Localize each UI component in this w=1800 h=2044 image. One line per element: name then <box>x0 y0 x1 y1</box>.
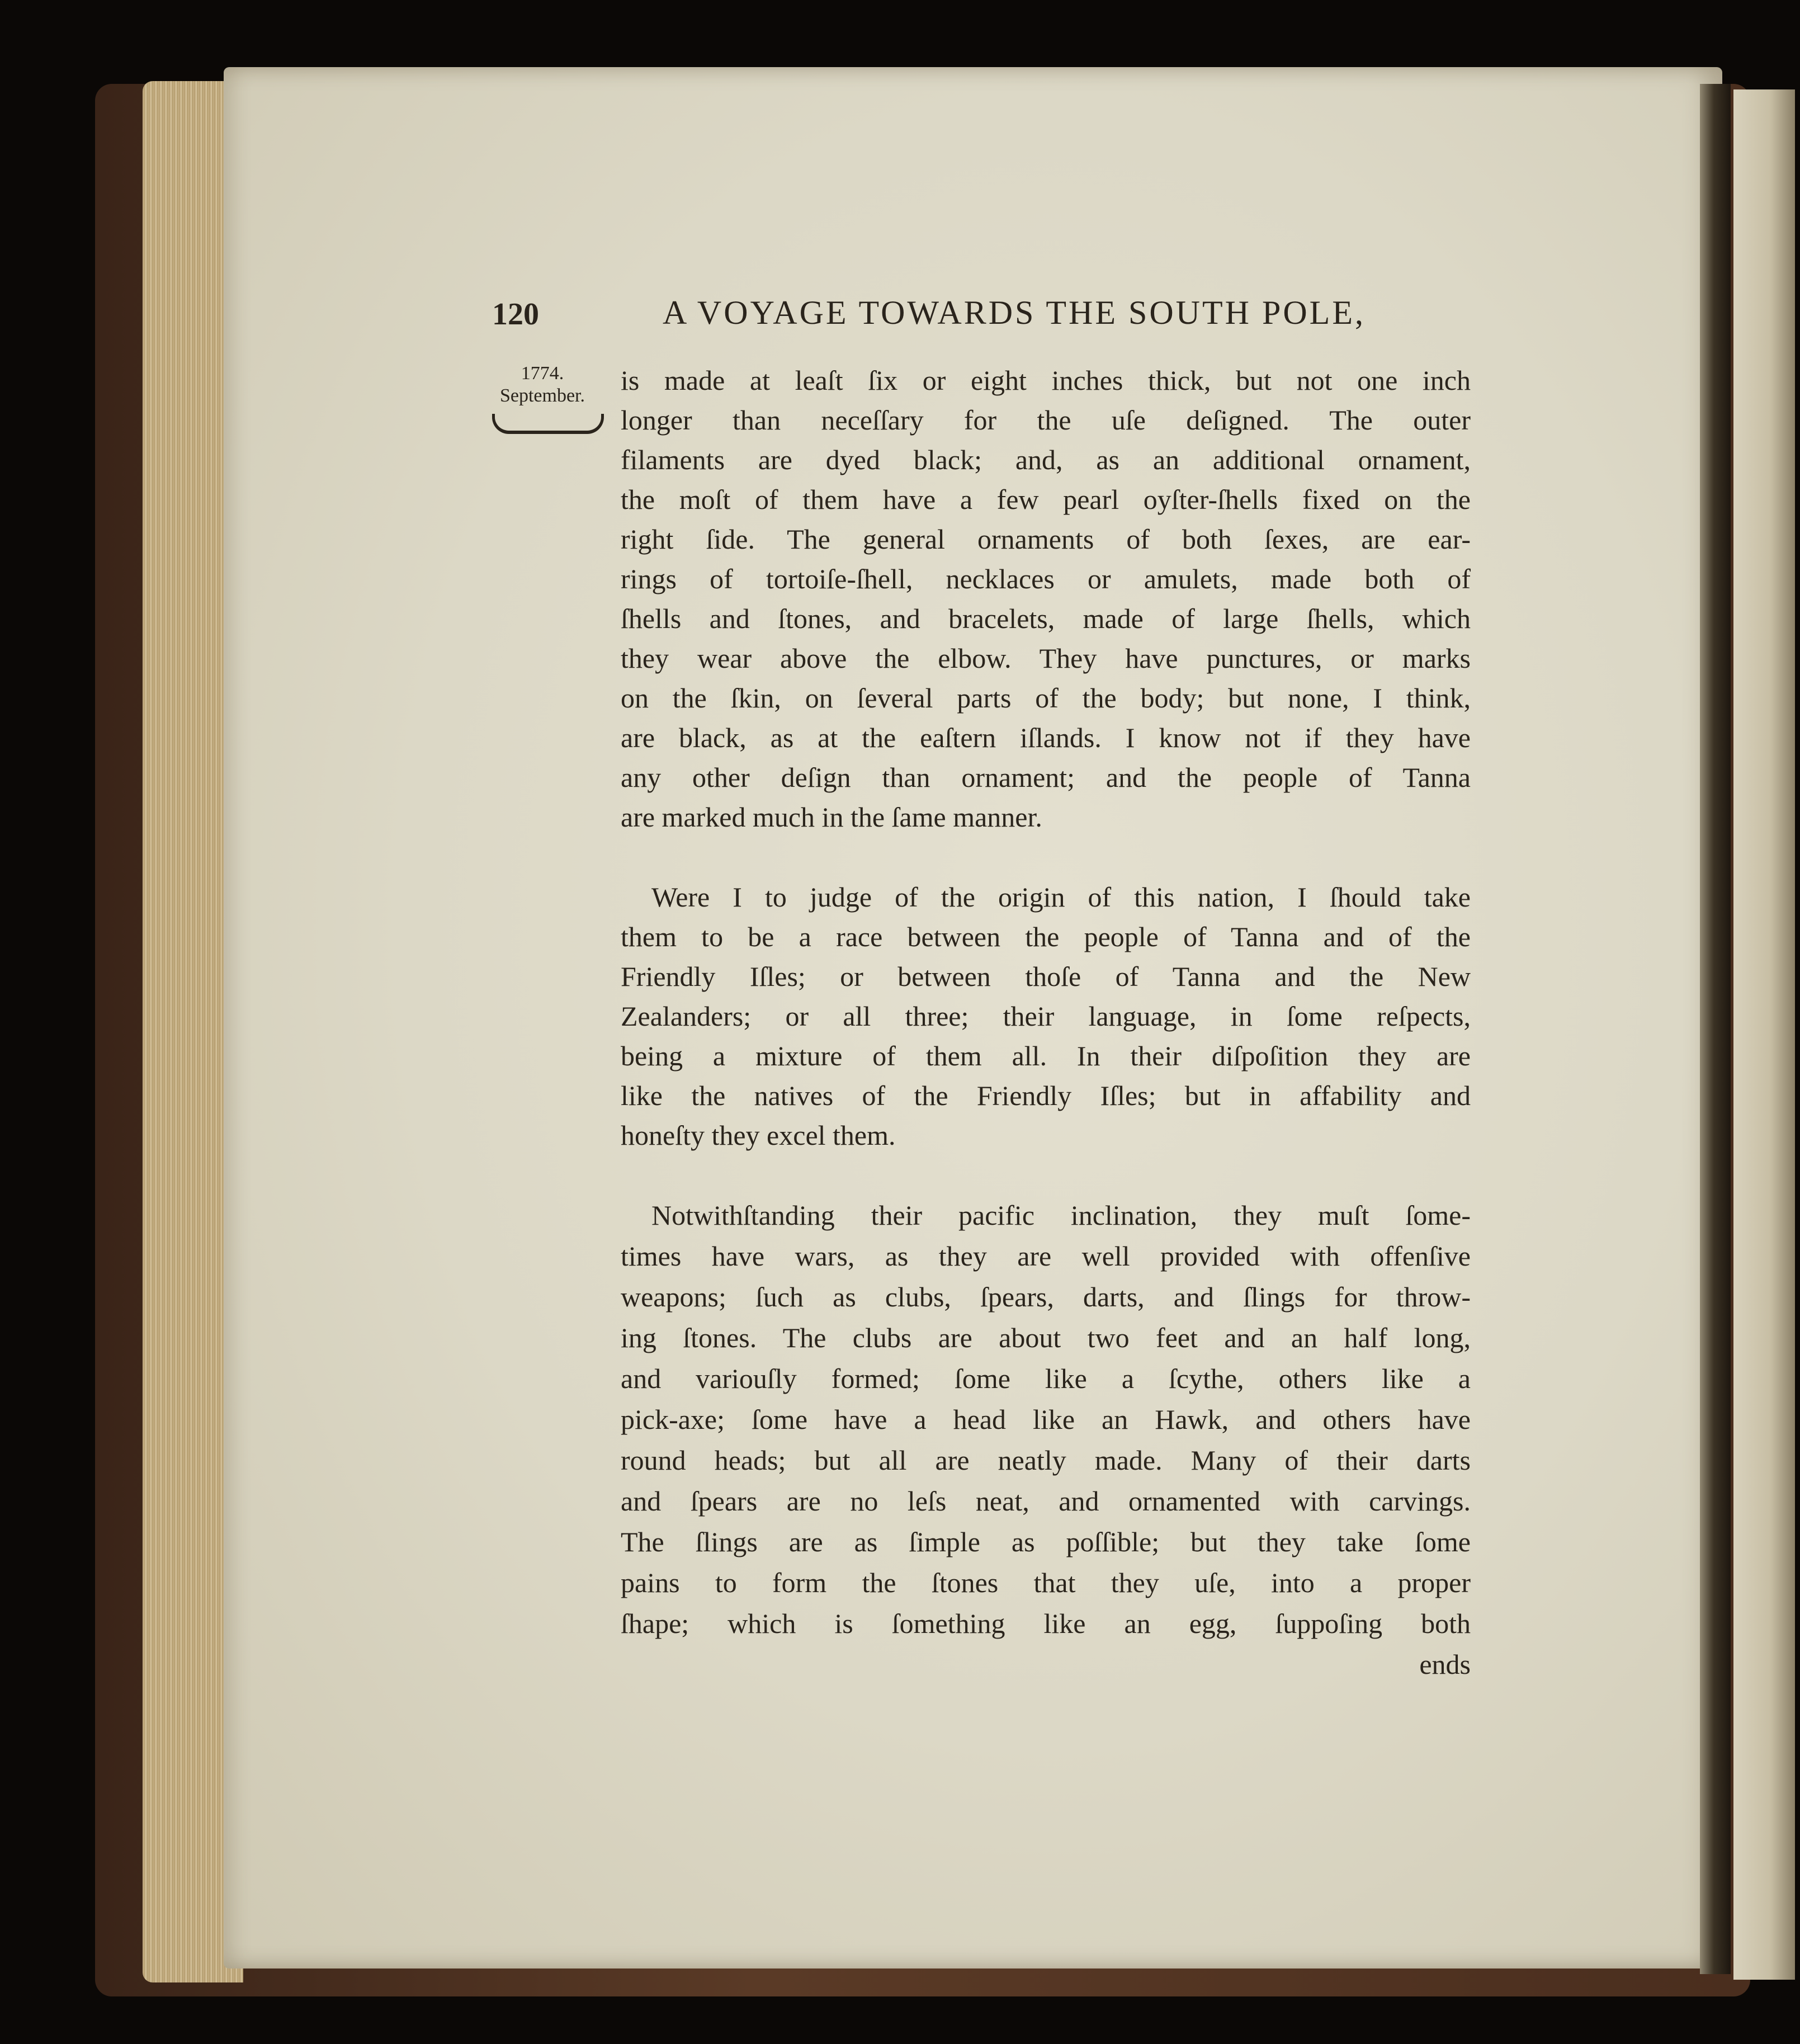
text-line: honeſty they excel them. <box>621 1120 896 1151</box>
text-line: rings of tortoiſe-ſhell, necklaces or amulets, made both of <box>621 563 1471 594</box>
margin-date <box>486 362 598 407</box>
text-line: Friendly Iſles; or between thoſe of Tanna and the New <box>621 961 1471 992</box>
text-line: Were I to judge of the origin of this nation, I ſhould take <box>651 881 1471 913</box>
text-line: on the ſkin, on ſeveral parts of the body; but none, I think, <box>621 682 1471 714</box>
text-line: like the natives of the Friendly Iſles; but in affability and <box>621 1080 1471 1111</box>
margin-year: 1774. <box>521 363 564 384</box>
text-line: filaments are dyed black; and, as an additional ornament, <box>621 444 1471 475</box>
text-line: round heads; but all are neatly made. Many of their darts <box>621 1445 1471 1476</box>
text-line: pains to form the ſtones that they uſe, into a proper <box>621 1567 1471 1598</box>
text-line: they wear above the elbow. They have punctures, or marks <box>621 643 1471 674</box>
running-title: A VOYAGE TOWARDS THE SOUTH POLE, <box>663 294 1366 331</box>
text-line: ſhape; which is ſomething like an egg, ſuppoſing both <box>621 1608 1471 1639</box>
text-line: any other deſign than ornament; and the people of Tanna <box>621 762 1471 793</box>
text-line: pick-axe; ſome have a head like an Hawk, and others have <box>621 1404 1471 1435</box>
text-line: and variouſly formed; ſome like a ſcythe, others like a <box>621 1363 1471 1394</box>
text-line: are marked much in the ſame manner. <box>621 801 1042 833</box>
text-line: are black, as at the eaſtern iſlands. I know not if they have <box>621 722 1471 753</box>
margin-month: September. <box>499 385 585 406</box>
text-line: ing ſtones. The clubs are about two feet and an half long, <box>621 1322 1471 1353</box>
text-line: right ſide. The general ornaments of both ſexes, are ear- <box>621 523 1471 555</box>
text-line: Zealanders; or all three; their language, in ſome reſpects, <box>621 1000 1471 1032</box>
page-number: 120 <box>492 297 539 332</box>
text-line: Notwithſtanding their pacific inclination, they muſt ſome- <box>651 1200 1471 1231</box>
text-line: is made at leaſt ſix or eight inches thick, but not one inch <box>621 365 1471 396</box>
text-line: them to be a race between the people of Tanna and of the <box>621 921 1471 952</box>
text-line: weapons; ſuch as clubs, ſpears, darts, and ſlings for throw- <box>621 1281 1471 1313</box>
text-line: The ſlings are as ſimple as poſſible; but they take ſome <box>621 1526 1471 1557</box>
text-line: being a mixture of them all. In their diſpoſition they are <box>621 1040 1471 1071</box>
text-line: and ſpears are no leſs neat, and ornamented with carvings. <box>621 1485 1471 1517</box>
text-line: ſhells and ſtones, and bracelets, made of large ſhells, which <box>621 603 1471 634</box>
text-line: longer than neceſſary for the uſe deſigned. The outer <box>621 404 1471 436</box>
text-line: times have wars, as they are well provided with offenſive <box>621 1240 1471 1272</box>
margin-brace <box>492 414 604 434</box>
text-line: the moſt of them have a few pearl oyſter-ſhells fixed on the <box>621 484 1471 515</box>
catchword: ends <box>1419 1649 1471 1680</box>
